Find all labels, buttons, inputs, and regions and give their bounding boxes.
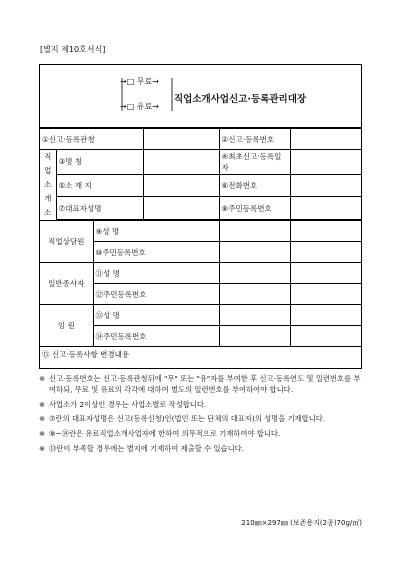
reg-authority-value — [143, 129, 219, 150]
staff-id-value — [219, 284, 290, 305]
note-item — [39, 444, 364, 455]
representative-value — [143, 197, 219, 220]
note-item — [39, 400, 364, 411]
officer-name-value — [219, 305, 290, 326]
counselor-name-value — [219, 221, 290, 242]
counselor-id-extra — [290, 242, 361, 263]
staff-name-extra — [290, 263, 361, 284]
officer-id-value — [219, 326, 290, 347]
form-title: 직업소개사업신고·등록관리대장 — [174, 94, 307, 105]
note-text: ⑦란의 대표자성명은 신고(등록신청)인(법인 또는 단체의 대표자)의 성명을 기재합니다. — [49, 414, 326, 424]
note-text: ⑨~⑭란은 유료직업소개사업자에 한하여 의무적으로 기재하여야 합니다. — [49, 429, 281, 439]
note-mark: ※ — [39, 414, 46, 424]
phone-value — [290, 174, 361, 197]
reg-number-label: ②신고·등록번호 — [219, 129, 290, 150]
option-free: →□ 무료→ — [120, 77, 159, 86]
note-mark: ※ — [39, 374, 46, 383]
address-label: ⑤소 재 지 — [56, 174, 143, 197]
notes-section — [39, 374, 364, 459]
option-paid: →□ 유료→ — [120, 102, 159, 111]
first-reg-date-label: ④최초신고·등록일자 — [219, 150, 290, 175]
business-side-label — [40, 150, 56, 221]
rep-id-label: ⑧주민등록번호 — [219, 197, 290, 220]
note-text: 신고·등록번호는 신고·등록관청뒤에 "무" 또는 "유"자를 부여한 후 신고·등록연도 및 일련번호를 부여하되, 무료 및 유료의 각각에 대하여 별도의 일련번호를 부여하여야 합니다. — [49, 374, 361, 394]
reg-authority-label: ①신고·등록관청 — [40, 129, 143, 150]
note-mark: ※ — [39, 429, 46, 439]
officer-name-label: ⑬성 명 — [93, 305, 219, 326]
officer-name-extra — [290, 305, 361, 326]
note-item — [39, 374, 364, 396]
counselor-name-extra — [290, 221, 361, 242]
staff-name-label: ⑪성 명 — [93, 263, 219, 284]
counselor-name-label: ⑨성 명 — [93, 221, 219, 242]
note-mark: ※ — [39, 443, 46, 453]
officer-id-extra — [290, 326, 361, 347]
rep-id-value — [290, 197, 361, 220]
note-mark: ※ — [39, 399, 46, 409]
registry-table — [40, 128, 361, 363]
form-number-label: [별지 제10호서식] — [40, 45, 106, 54]
staff-label: 일반종사자 — [40, 263, 93, 305]
staff-id-label: ⑫주민등록번호 — [93, 284, 219, 305]
phone-label: ⑥전화번호 — [219, 174, 290, 197]
note-text: 사업소가 2이상인 경우는 사업소별로 작성합니다. — [49, 399, 207, 409]
paper-spec-footer: 210㎜×297㎜ (보존용지(2종)70g/㎡) — [241, 519, 362, 527]
note-item — [39, 414, 364, 425]
reg-number-value — [290, 129, 361, 150]
officer-label: 임 원 — [40, 305, 93, 347]
business-side-text: 직업소개소 — [44, 152, 52, 217]
representative-label: ⑦대표자성명 — [56, 197, 143, 220]
note-text: ⑬란이 부족할 경우에는 별지에 기재하여 제출할 수 있습니다. — [49, 443, 245, 453]
counselor-label: 직업상담원 — [40, 221, 93, 263]
counselor-id-value — [219, 242, 290, 263]
changes-label: ⑮ 신고·등록사항 변경내용 — [40, 347, 361, 363]
name-value — [143, 150, 219, 175]
officer-id-label: ⑭주민등록번호 — [93, 326, 219, 347]
first-reg-date-value — [290, 150, 361, 175]
staff-name-value — [219, 263, 290, 284]
form-header — [40, 65, 361, 128]
counselor-id-label: ⑩주민등록번호 — [93, 242, 219, 263]
staff-id-extra — [290, 284, 361, 305]
note-item — [39, 429, 364, 440]
registry-form — [39, 64, 362, 369]
address-value — [143, 174, 219, 197]
name-label: ③명 칭 — [56, 150, 143, 175]
